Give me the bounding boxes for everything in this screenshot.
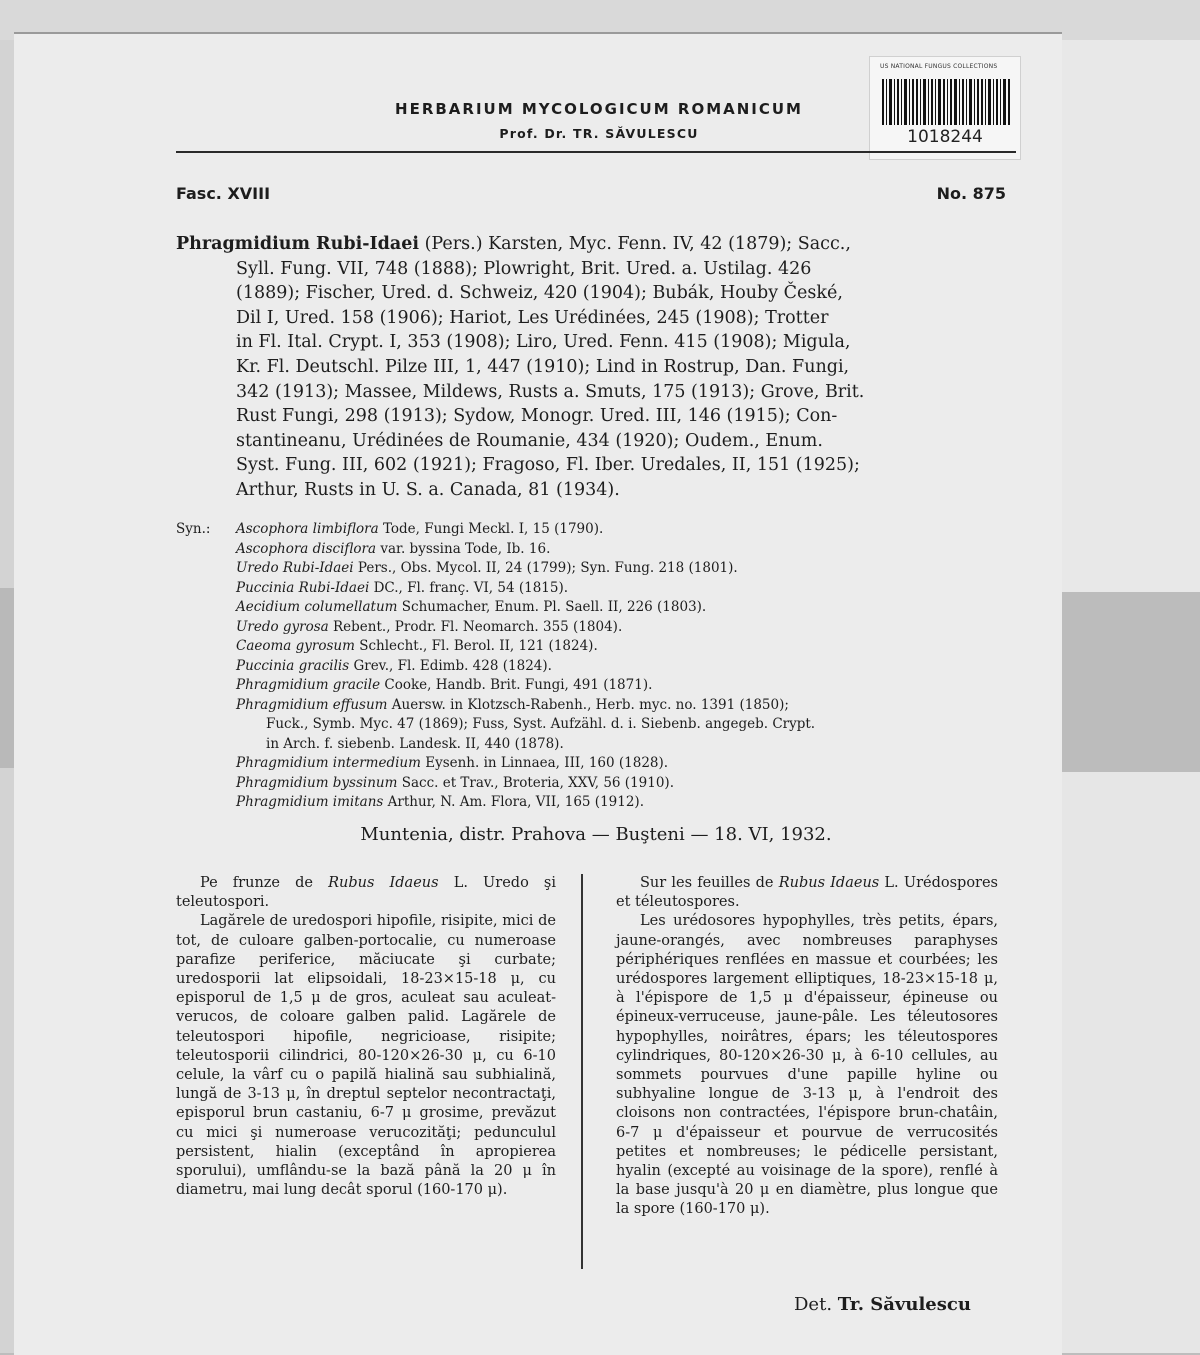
exsiccata-number: No. 875 — [936, 184, 1006, 203]
determiner-name: Tr. Săvulescu — [837, 1294, 971, 1315]
synonym-name: Uredo gyrosa — [236, 618, 329, 635]
synonym-row — [236, 754, 1016, 774]
synonym-rows — [236, 520, 1016, 813]
synonym-row — [236, 559, 1016, 579]
synonym-name: Phragmidium effusum — [236, 696, 388, 713]
synonym-name: Phragmidium intermedium — [236, 755, 421, 771]
description-french — [616, 874, 998, 1220]
citation-line: 342 (1913); Massee, Mildews, Rusts a. Smuts, 175 (1913); Grove, Brit. — [236, 381, 865, 402]
synonym-name: Phragmidium gracile — [236, 677, 381, 693]
species-authority: (Pers.) Karsten, Myc. Fenn. IV, 42 (1879); Sacc., — [424, 234, 851, 254]
synonym-ref: Schlecht., Fl. Berol. II, 121 (1824). — [359, 638, 598, 654]
citation-line: Syll. Fung. VII, 748 (1888); Plowright, Brit. Ured. a. Ustilag. 426 — [236, 258, 812, 279]
synonym-row — [236, 618, 1016, 638]
synonym-row — [236, 579, 1016, 599]
herbarium-author: Prof. Dr. TR. SĂVULESCU — [499, 126, 699, 141]
synonym-ref: Grev., Fl. Edimb. 428 (1824). — [353, 657, 552, 674]
host-name: Rubus Idaeus — [328, 875, 439, 891]
herbarium-sheet — [14, 32, 1062, 1355]
description-paragraph — [616, 874, 998, 912]
synonym-continuation: Fuck., Symb. Myc. 47 (1869); Fuss, Syst. Aufzähl. d. i. Siebenb. angegeb. Crypt. — [266, 716, 816, 732]
synonym-row — [236, 696, 1016, 716]
header-divider — [176, 151, 1016, 153]
specimen-label — [14, 34, 1062, 1355]
synonym-name: Aecidium columellatum — [236, 599, 398, 615]
synonym-row — [236, 657, 1016, 677]
synonym-name: Caeoma gyrosum — [236, 638, 355, 654]
citation-line: Arthur, Rusts in U. S. a. Canada, 81 (1934). — [236, 479, 620, 500]
citation-line: (1889); Fischer, Ured. d. Schweiz, 420 (1904); Bubák, Houby České, — [236, 283, 843, 304]
description-text: L. Urédospores et téleutospores. — [616, 875, 998, 911]
description-paragraph — [176, 874, 556, 912]
determiner — [794, 1294, 971, 1315]
citation-line: Kr. Fl. Deutschl. Pilze III, 1, 447 (1910); Lind in Rostrup, Dan. Fungi, — [236, 356, 850, 377]
description-text: Sur les feuilles de — [640, 875, 779, 891]
collection-locality: Muntenia, distr. Prahova — Buşteni — 18. VI, 1932. — [360, 824, 832, 845]
fascicle-number: Fasc. XVIII — [176, 184, 271, 203]
description-romanian — [176, 874, 556, 1200]
synonym-ref: Schumacher, Enum. Pl. Saell. II, 226 (1803). — [401, 599, 707, 615]
species-name: Phragmidium Rubi-Idaei — [176, 234, 420, 254]
citation-line: in Fl. Ital. Crypt. I, 353 (1908); Liro, Ured. Fenn. 415 (1908); Migula, — [236, 332, 851, 353]
synonym-row — [236, 793, 1016, 813]
citation-line: Syst. Fung. III, 602 (1921); Fragoso, Fl. Iber. Uredales, II, 151 (1925); — [236, 455, 860, 476]
synonym-row — [236, 540, 1016, 560]
synonym-row — [236, 637, 1016, 657]
citation-line — [176, 232, 1012, 257]
citation-line: Rust Fungi, 298 (1913); Sydow, Monogr. Ured. III, 146 (1915); Con- — [236, 406, 838, 427]
citation-line: Dil I, Ured. 158 (1906); Hariot, Les Urédinées, 245 (1908); Trotter — [236, 307, 829, 328]
synonym-ref: DC., Fl. franç. VI, 54 (1815). — [373, 579, 569, 596]
synonym-name: Ascophora limbiflora — [236, 521, 379, 537]
background-right-patch — [1062, 592, 1200, 772]
synonym-name: Phragmidium imitans — [236, 794, 384, 810]
synonym-row — [236, 598, 1016, 618]
barcode-label — [869, 56, 1021, 160]
column-divider — [581, 874, 583, 1269]
description-paragraph: Les urédosores hypophylles, très petits, épars, jaune-orangés, avec nombreuses paraphyses périphériques renflées en massue et courbées; les urédospores largement elliptiques, 18-23×15-18 μ, à l'épispore de 1,5 μ d'épaisseur, épineuse ou épineux-verruceuse, jaune-pâle. Les téleutosores hypophylles, noirâtres, épars; les téleutospores cylindriques, 80-120×26-30 μ, à 6-10 cellules, au sommets pourvues d'une papille hyline ou subhyaline longue de 3-13 μ, à l'endroit des cloisons non contractées, l'épispore brun-chatâin, 6-7 μ d'épaisseur et pourvue de verrucosités petites et nombreuses; le pédicelle persistant, hyalin (excepté au voisinage de la spore), renflé à la base jusqu'à 20 μ en diamètre, plus longue que la spore (160-170 μ). — [616, 913, 998, 1218]
determiner-prefix: Det. — [794, 1294, 833, 1315]
synonym-row — [236, 520, 1016, 540]
barcode-institution: US NATIONAL FUNGUS COLLECTIONS — [880, 63, 998, 70]
synonym-name: Phragmidium byssinum — [236, 774, 398, 791]
synonym-ref: var. byssina Tode, Ib. 16. — [380, 540, 551, 557]
background-right-lower — [1062, 772, 1200, 1353]
synonym-name: Puccinia gracilis — [236, 657, 350, 674]
synonym-ref: Sacc. et Trav., Broteria, XXV, 56 (1910). — [401, 774, 674, 791]
synonym-ref: Eysenh. in Linnaea, III, 160 (1828). — [425, 755, 669, 771]
citation-line: stantineanu, Urédinées de Roumanie, 434 (1920); Oudem., Enum. — [236, 430, 823, 451]
barcode-number: 1018244 — [907, 127, 983, 147]
description-text: Pe frunze de — [200, 875, 329, 891]
synonym-continuation: in Arch. f. siebenb. Landesk. II, 440 (1878). — [266, 735, 564, 752]
synonym-ref: Auersw. in Klotzsch-Rabenh., Herb. myc. no. 1391 (1850); — [391, 696, 789, 713]
synonym-ref: Cooke, Handb. Brit. Fungi, 491 (1871). — [384, 677, 653, 693]
description-paragraph: Lagărele de uredospori hipofile, risipite, mici de tot, de culoare galben-portocalie, cu numeroase parafize periferice, măciucate şi curbate; uredosporii lat elipsoidali, 18-23×15-18 μ, cu episporul de 1,5 μ de gros, aculeat sau aculeat-verucos, de coloare galben palid. Lagărele de teleutospori hipofile, negricioase, risipite; teleutosporii cilindrici, 80-120×26-30 μ, cu 6-10 celule, la vârf cu o papilă hialină sau subhialină, lungă de 3-13 μ, în dreptul septelor necontractaţi, episporul brun castaniu, 6-7 μ grosime, prevăzut cu mici şi numeroase verucozităţi; pedunculul persistent, hialin (exceptând în apropierea sporului), umflându-se la bază până la 20 μ în diametru, mai lung decât sporul (160-170 μ). — [176, 913, 556, 1199]
host-name: Rubus Idaeus — [778, 875, 880, 891]
background-right-strip — [1062, 40, 1200, 592]
description-text: L. Uredo şi teleutospori. — [176, 875, 557, 911]
synonym-ref: Tode, Fungi Meckl. I, 15 (1790). — [382, 521, 604, 537]
barcode-image — [882, 79, 1010, 125]
herbarium-title: HERBARIUM MYCOLOGICUM ROMANICUM — [395, 100, 803, 118]
synonym-name: Uredo Rubi-Idaei — [236, 560, 354, 576]
synonym-ref: Pers., Obs. Mycol. II, 24 (1799); Syn. Fung. 218 (1801). — [357, 560, 738, 576]
synonym-row — [236, 774, 1016, 794]
synonym-label: Syn.: — [176, 521, 211, 537]
species-citation — [176, 232, 1012, 503]
synonym-name: Ascophora disciflora — [236, 540, 377, 557]
synonym-name: Puccinia Rubi-Idaei — [236, 579, 370, 596]
synonym-ref: Arthur, N. Am. Flora, VII, 165 (1912). — [387, 794, 644, 810]
synonym-row — [236, 676, 1016, 696]
synonym-ref: Rebent., Prodr. Fl. Neomarch. 355 (1804). — [333, 618, 623, 635]
